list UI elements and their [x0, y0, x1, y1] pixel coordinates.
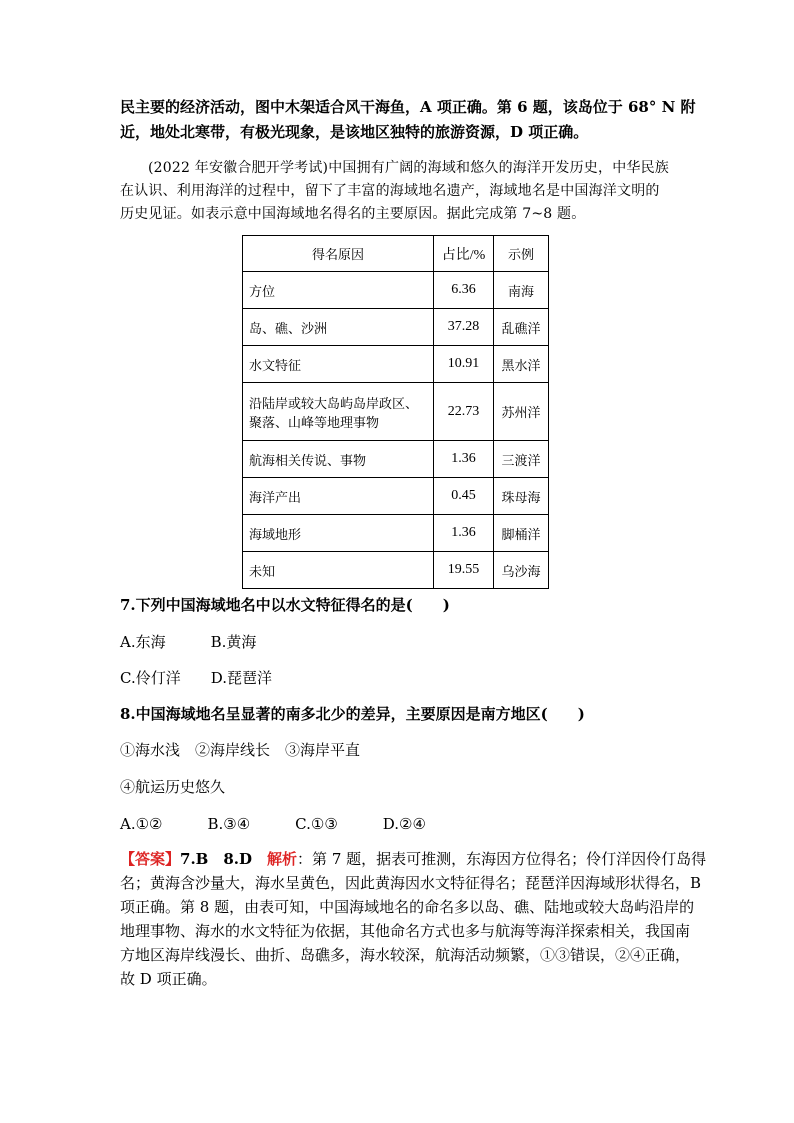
cell-example: 苏州洋 [494, 383, 549, 441]
table-row [243, 309, 549, 346]
cell-example: 黑水洋 [494, 346, 549, 383]
cell-percent: 10.91 [434, 346, 494, 383]
intro-line-2: 近，地处北寒带，有极光现象，是该地区独特的旅游资源，D 项正确。 [120, 123, 589, 141]
answer-line-3: 项正确。第 8 题，由表可知，中国海域地名的命名多以岛、礁、陆地或较大岛屿沿岸的 [120, 898, 695, 916]
answer-line-2: 名；黄海含沙量大，海水呈黄色，因此黄海因水文特征得名；琵琶洋因海域形状得名，B [120, 874, 702, 892]
q7-options-cd: C.伶仃洋 D.琵琶洋 [120, 669, 272, 687]
q8-items-1: ①海水浅 ②海岸线长 ③海岸平直 [120, 741, 361, 759]
passage-line-1: (2022 年安徽合肥开学考试)中国拥有广阔的海域和悠久的海洋开发历史，中华民族 [148, 160, 670, 176]
table-header-row [243, 236, 549, 272]
cell-reason-line-2: 聚落、山峰等地理事物 [249, 415, 380, 431]
cell-reason: 航海相关传说、事物 [243, 441, 434, 478]
q8-items-2: ④航运历史悠久 [120, 778, 226, 796]
answer-keys: 7.B 8.D [180, 850, 268, 868]
cell-reason [243, 383, 434, 441]
q8-stem: 8.中国海域地名呈显著的南多北少的差异，主要原因是南方地区( ) [120, 705, 585, 723]
table-row [243, 552, 549, 589]
q7-stem: 7.下列中国海域地名中以水文特征得名的是( ) [120, 596, 450, 614]
q7-options-ab: A.东海 B.黄海 [120, 633, 257, 651]
cell-percent: 1.36 [434, 441, 494, 478]
header-example: 示例 [494, 236, 549, 272]
q8-options: A.①② B.③④ C.①③ D.②④ [120, 815, 426, 833]
header-percent: 占比/% [434, 236, 494, 272]
answer-line-6: 故 D 项正确。 [120, 970, 217, 988]
cell-example: 三渡洋 [494, 441, 549, 478]
table-row [243, 515, 549, 552]
answer-line-4: 地理事物、海水的水文特征为依据，其他命名方式也多与航海等海洋探索相关，我国南 [120, 922, 691, 940]
cell-percent: 22.73 [434, 383, 494, 441]
passage-line-3: 历史见证。如表示意中国海域地名得名的主要原因。据此完成第 7~8 题。 [120, 206, 586, 222]
header-reason: 得名原因 [243, 236, 434, 272]
cell-reason: 未知 [243, 552, 434, 589]
cell-percent: 6.36 [434, 272, 494, 309]
cell-example: 珠母海 [494, 478, 549, 515]
cell-example: 脚桶洋 [494, 515, 549, 552]
cell-percent: 1.36 [434, 515, 494, 552]
analysis-text: ：第 7 题，据表可推测，东海因方位得名；伶仃洋因伶仃岛得 [297, 850, 707, 868]
table-row [243, 272, 549, 309]
intro-line-1: 民主要的经济活动，图中木架适合风干海鱼，A 项正确。第 6 题，该岛位于 68° N 附 [120, 98, 696, 116]
cell-example: 乱礁洋 [494, 309, 549, 346]
cell-example: 乌沙海 [494, 552, 549, 589]
place-name-table [242, 235, 549, 589]
table-row [243, 478, 549, 515]
cell-reason: 水文特征 [243, 346, 434, 383]
cell-percent: 19.55 [434, 552, 494, 589]
passage-line-2: 在认识、利用海洋的过程中，留下了丰富的海域地名遗产，海域地名是中国海洋文明的 [120, 183, 660, 199]
answer-line-1 [120, 849, 706, 869]
answer-line-5: 方地区海岸线漫长、曲折、岛礁多，海水较深，航海活动频繁，①③错误，②④正确， [120, 946, 691, 964]
cell-reason: 海域地形 [243, 515, 434, 552]
cell-reason-line-1: 沿陆岸或较大岛屿岛岸政区、 [249, 396, 419, 412]
cell-reason: 方位 [243, 272, 434, 309]
table-row [243, 441, 549, 478]
cell-reason: 海洋产出 [243, 478, 434, 515]
cell-example: 南海 [494, 272, 549, 309]
cell-percent: 37.28 [434, 309, 494, 346]
table-row [243, 383, 549, 441]
table-row [243, 346, 549, 383]
analysis-tag: 解析 [267, 850, 298, 868]
cell-reason: 岛、礁、沙洲 [243, 309, 434, 346]
answer-tag: 【答案】 [120, 850, 181, 868]
cell-percent: 0.45 [434, 478, 494, 515]
